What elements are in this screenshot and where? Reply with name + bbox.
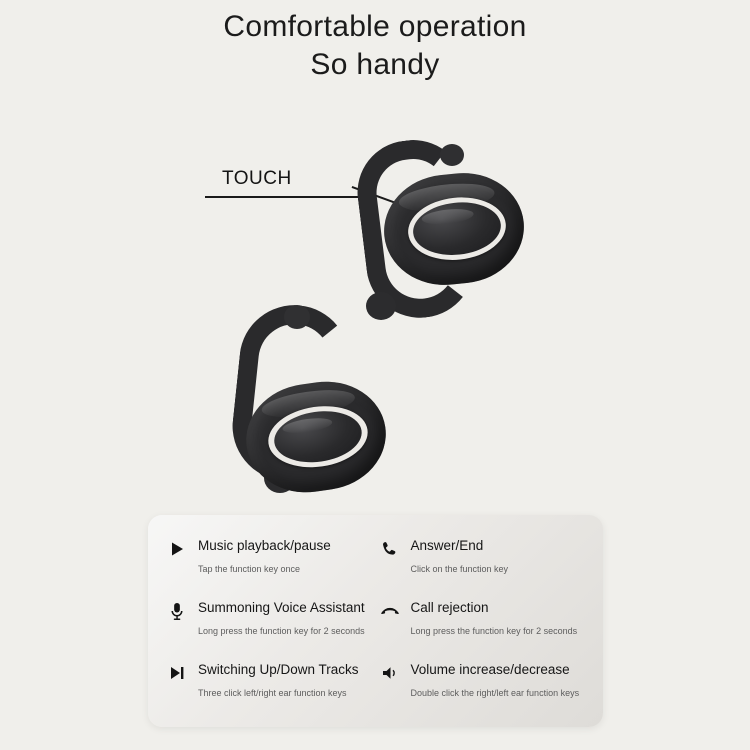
earbud-upper-touch-plate-highlight [421, 207, 474, 226]
callout-leader-line-horizontal [205, 196, 365, 198]
microphone-icon [166, 600, 188, 622]
page-title-line-1: Comfortable operation [223, 10, 527, 43]
function-subtitle: Double click the right/left ear function keys [410, 688, 580, 698]
function-title: Music playback/pause [198, 538, 331, 553]
function-subtitle: Three click left/right ear function keys [198, 688, 347, 698]
function-subtitle: Long press the function key for 2 seconds [410, 626, 578, 636]
function-item-answer-end [379, 531, 586, 593]
earbud-upper-touch-plate [411, 198, 504, 259]
function-item-call-rejection [379, 593, 586, 655]
phone-hangup-icon [379, 600, 401, 622]
function-title: Answer/End [410, 538, 484, 553]
page-title [0, 8, 750, 84]
next-track-icon [166, 662, 188, 684]
function-title: Summoning Voice Assistant [198, 600, 365, 615]
function-subtitle: Long press the function key for 2 seconds [198, 626, 365, 636]
touch-callout-label: TOUCH [222, 168, 292, 189]
page-title-line-2: So handy [310, 48, 440, 81]
earbud-lower-hook-top-cap [284, 305, 310, 329]
function-title: Switching Up/Down Tracks [198, 662, 359, 677]
volume-icon [379, 662, 401, 684]
earbud-lower [228, 305, 408, 505]
earbud-upper-hook-top-cap [440, 144, 464, 166]
function-item-switch-tracks [166, 655, 373, 717]
product-image [0, 100, 750, 510]
function-item-voice-assistant [166, 593, 373, 655]
function-key-panel [148, 515, 603, 727]
phone-answer-icon [379, 538, 401, 560]
earbud-lower-touch-plate-highlight [282, 416, 333, 436]
play-icon [166, 538, 188, 560]
function-subtitle: Click on the function key [410, 564, 509, 574]
function-subtitle: Tap the function key once [198, 564, 301, 574]
function-title: Volume increase/decrease [410, 662, 570, 677]
function-title: Call rejection [410, 600, 489, 615]
function-item-music-playback [166, 531, 373, 593]
function-item-volume [379, 655, 586, 717]
